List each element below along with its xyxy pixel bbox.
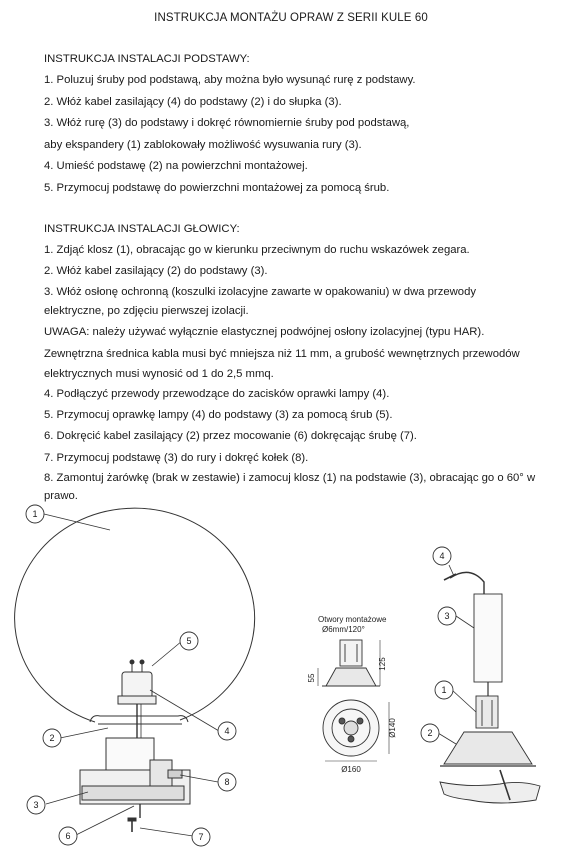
dim-inner: Ø140 (388, 718, 397, 738)
mounting-side-view (318, 640, 380, 686)
callout-8: 8 (224, 777, 230, 787)
callout-1: 1 (32, 509, 38, 519)
head-step: 7. Przymocuj podstawę (3) do rury i dokręć kołek (8). (44, 451, 309, 464)
warning-text: Zewnętrzna średnica kabla musi być mniejsza niż 11 mm, a grubość wewnętrznych przewodów (44, 347, 520, 360)
right-callout-2: 2 (427, 728, 433, 738)
ground-surface (440, 782, 540, 803)
callout-7: 7 (198, 832, 204, 842)
head-step: 5. Przymocuj oprawkę lampy (4) do podstawy (3) za pomocą śrub (5). (44, 408, 393, 421)
head-step: elektryczne, po zdjęciu pierwszej izolacji. (44, 305, 249, 318)
base-step: 5. Przymocuj podstawę do powierzchni montażowej za pomocą śrub. (44, 181, 390, 194)
page-title: INSTRUKCJA MONTAŻU OPRAW Z SERII KULE 60 (154, 12, 428, 24)
mounting-top-view (323, 700, 389, 761)
head-step: 6. Dokręcić kabel zasilający (2) przez mocowanie (6) dokręcając śrubę (7). (44, 430, 417, 443)
mounting-holes-title: Otwory montażowe (318, 615, 387, 624)
callout-5: 5 (186, 636, 192, 646)
head-step: prawo. (44, 490, 78, 503)
base-installation-section (44, 48, 564, 200)
right-callout-4: 4 (439, 551, 445, 561)
cable-end (450, 572, 484, 594)
right-callout-1: 1 (441, 685, 447, 695)
base-step: 3. Włóż rurę (3) do podstawy i dokręć równomiernie śruby pod podstawą, (44, 117, 410, 130)
base-cone (444, 732, 532, 764)
base-step: 1. Poluzuj śruby pod podstawą, aby można było wysunąć rurę z podstawy. (44, 74, 416, 86)
dim-base: 55 (307, 673, 316, 683)
callout-4: 4 (224, 726, 230, 736)
base-step: aby ekspandery (1) zablokowały możliwość wysuwania rury (3). (44, 138, 362, 151)
dim-height: 125 (378, 657, 387, 671)
head-step: 8. Zamontuj żarówkę (brak w zestawie) i zamocuj klosz (1) na podstawie (3), obracając go o 60° w (44, 471, 536, 484)
warning-text: UWAGA: należy używać wyłącznie elastycznej podwójnej osłony izolacyjnej (typu HAR). (44, 326, 485, 339)
head-step: 4. Podłączyć przewody przewodzące do zacisków oprawki lampy (4). (44, 387, 390, 400)
right-callouts (421, 547, 476, 744)
head-step: 3. Włóż osłonę ochronną (koszulki izolacyjne zawarte w opakowaniu) w dwa przewody (44, 285, 476, 298)
callout-6: 6 (65, 831, 71, 841)
pole-tube (474, 594, 502, 682)
callout-3: 3 (33, 800, 39, 810)
callout-2: 2 (49, 733, 55, 743)
right-callout-3: 3 (444, 611, 450, 621)
pole-base-drawing (440, 572, 540, 803)
head-step: 1. Zdjąć klosz (1), obracając go w kierunku przeciwnym do ruchu wskazówek zegara. (44, 244, 470, 256)
dim-outer: Ø160 (341, 765, 361, 774)
mounting-holes-spec: Ø6mm/120° (322, 625, 365, 634)
base-step: 4. Umieść podstawę (2) na powierzchni montażowej. (44, 160, 308, 173)
lamp-holder (122, 672, 152, 698)
warning-text: elektrycznych musi wynosić od 1 do 2,5 mmq. (44, 368, 274, 381)
assembly-diagram (0, 500, 582, 862)
head-step: 2. Włóż kabel zasilający (2) do podstawy (3). (44, 265, 268, 278)
head-section-heading: INSTRUKCJA INSTALACJI GŁOWICY: (44, 223, 240, 235)
base-section-heading: INSTRUKCJA INSTALACJI PODSTAWY: (44, 53, 250, 65)
head-installation-section (44, 218, 564, 506)
base-step: 2. Włóż kabel zasilający (4) do podstawy (2) i do słupka (3). (44, 95, 342, 108)
